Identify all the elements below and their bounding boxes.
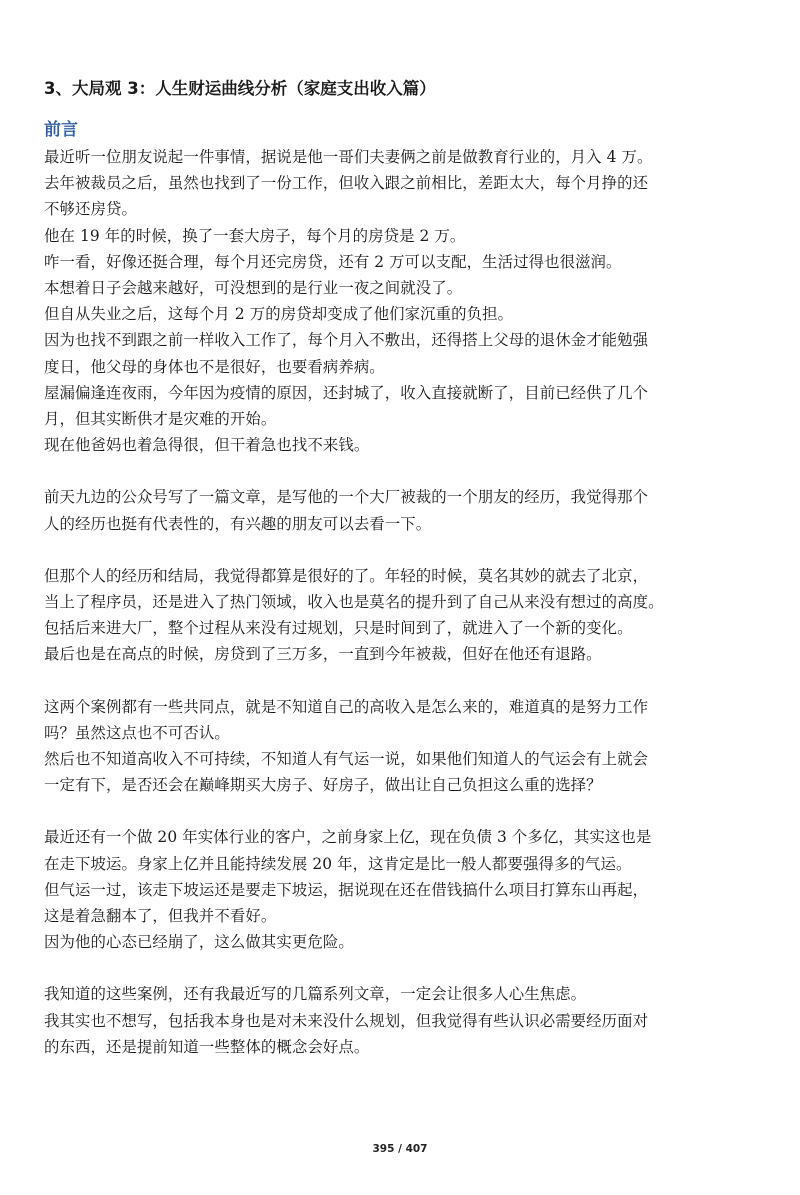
text-line: 最后也是在高点的时候，房贷到了三万多，一直到今年被裁，但好在他还有退路。	[44, 645, 602, 664]
document-page	[44, 78, 744, 1060]
text-line: 在走下坡运。身家上亿并且能持续发展 20 年，这肯定是比一般人都要强得多的气运。	[44, 854, 632, 873]
paragraph	[44, 981, 744, 1060]
text-line: 屋漏偏逢连夜雨，今年因为疫情的原因，还封城了，收入直接就断了，目前已经供了几个	[44, 383, 649, 402]
text-line: 因为他的心态已经崩了，这么做其实更危险。	[44, 933, 354, 952]
paragraph-gap	[44, 458, 744, 484]
text-line: 他在 19 年的时候，换了一套大房子，每个月的房贷是 2 万。	[44, 226, 466, 245]
paragraph	[44, 484, 744, 536]
text-line: 不够还房贷。	[44, 200, 137, 219]
text-line: 度日，他父母的身体也不是很好，也要看病养病。	[44, 357, 385, 376]
paragraph-gap	[44, 668, 744, 694]
text-line: 人的经历也挺有代表性的，有兴趣的朋友可以去看一下。	[44, 514, 432, 533]
paragraph	[44, 694, 744, 799]
text-line: 这是着急翻本了，但我并不看好。	[44, 907, 277, 926]
text-line: 我知道的这些案例，还有我最近写的几篇系列文章，一定会让很多人心生焦虑。	[44, 985, 587, 1004]
paragraph	[44, 563, 744, 668]
chapter-title: 3、大局观 3：人生财运曲线分析（家庭支出收入篇）	[44, 79, 436, 98]
paragraph	[44, 144, 744, 458]
text-line: 一定有下，是否还会在巅峰期买大房子、好房子，做出让自己负担这么重的选择？	[44, 776, 602, 795]
text-line: 但那个人的经历和结局，我觉得都算是很好的了。年轻的时候，莫名其妙的就去了北京，	[44, 566, 649, 585]
paragraph-gap	[44, 798, 744, 824]
text-line: 的东西，还是提前知道一些整体的概念会好点。	[44, 1037, 370, 1056]
text-line: 咋一看，好像还挺合理，每个月还完房贷，还有 2 万可以支配，生活过得也很滋润。	[44, 252, 622, 271]
text-line: 但气运一过，该走下坡运还是要走下坡运，据说现在还在借钱搞什么项目打算东山再起，	[44, 880, 649, 899]
section-heading-preface: 前言	[44, 120, 78, 140]
paragraph-gap	[44, 537, 744, 563]
text-line: 这两个案例都有一些共同点，就是不知道自己的高收入是怎么来的，难道真的是努力工作	[44, 697, 649, 716]
text-line: 包括后来进大厂，整个过程从来没有过规划，只是时间到了，就进入了一个新的变化。	[44, 619, 633, 638]
text-line: 去年被裁员之后，虽然也找到了一份工作，但收入跟之前相比，差距太大，每个月挣的还	[44, 174, 649, 193]
text-line: 然后也不知道高收入不可持续，不知道人有气运一说，如果他们知道人的气运会有上就会	[44, 750, 649, 769]
text-line: 现在他爸妈也着急得很，但干着急也找不来钱。	[44, 436, 370, 455]
body-text	[44, 144, 744, 1060]
page-number: 395 / 407	[372, 1143, 428, 1155]
text-line: 月，但其实断供才是灾难的开始。	[44, 410, 277, 429]
paragraph-gap	[44, 955, 744, 981]
text-line: 我其实也不想写，包括我本身也是对未来没什么规划，但我觉得有些认识必需要经历面对	[44, 1011, 649, 1030]
text-line: 前天九边的公众号写了一篇文章，是写他的一个大厂被裁的一个朋友的经历，我觉得那个	[44, 488, 649, 507]
text-line: 因为也找不到跟之前一样收入工作了，每个月入不敷出，还得搭上父母的退休金才能勉强	[44, 331, 649, 350]
text-line: 吗？虽然这点也不可否认。	[44, 723, 230, 742]
text-line: 当上了程序员，还是进入了热门领域，收入也是莫名的提升到了自己从来没有想过的高度。	[44, 593, 664, 612]
text-line: 最近还有一个做 20 年实体行业的客户，之前身家上亿，现在负债 3 个多亿，其实这也是	[44, 828, 652, 847]
text-line: 但自从失业之后，这每个月 2 万的房贷却变成了他们家沉重的负担。	[44, 305, 514, 324]
paragraph	[44, 824, 744, 955]
text-line: 最近听一位朋友说起一件事情，据说是他一哥们夫妻俩之前是做教育行业的，月入 4 万。	[44, 148, 653, 166]
text-line: 本想着日子会越来越好，可没想到的是行业一夜之间就没了。	[44, 279, 463, 298]
